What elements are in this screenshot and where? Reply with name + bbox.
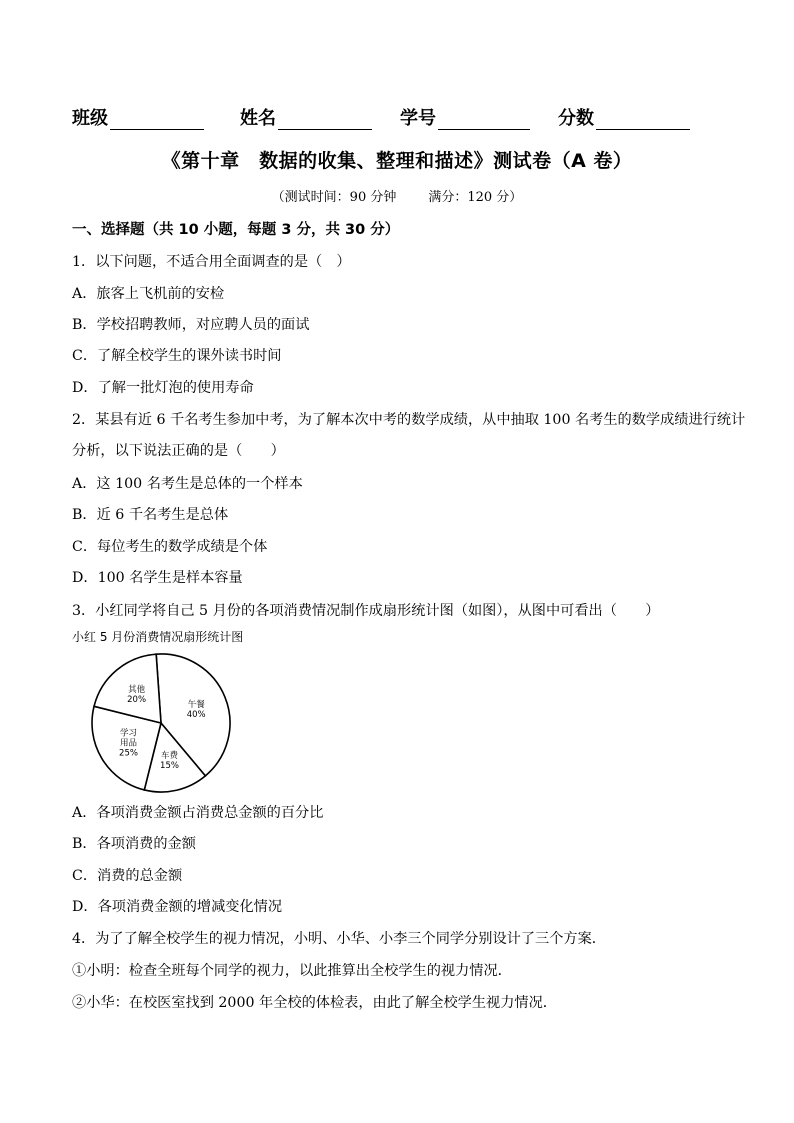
exam-time: （测试时间：90 分钟	[271, 190, 397, 205]
question-4-stem: 4．为了了解全校学生的视力情况，小明、小华、小李三个同学分别设计了三个方案．	[72, 931, 606, 947]
question-1-option-a: A．旅客上飞机前的安检	[72, 286, 225, 302]
pie-label-3-0: 其他	[128, 684, 146, 695]
pie-label-2-1: 用品	[119, 738, 138, 749]
question-2-option-b: B．近 6 千名考生是总体	[72, 507, 229, 523]
section-title: 一、选择题（共 10 小题，每题 3 分，共 30 分）	[72, 222, 400, 238]
exam-full-score: 满分：120 分）	[428, 190, 523, 205]
student-id-label: 学号	[400, 108, 436, 129]
question-3-option-c: C．消费的总金额	[72, 868, 183, 884]
question-3-option-b: B．各项消费的金额	[72, 836, 196, 852]
pie-chart-svg	[90, 652, 232, 794]
class-blank[interactable]	[110, 109, 204, 130]
question-4-plan-1: ①小明：检查全班每个同学的视力，以此推算出全校学生的视力情况．	[72, 963, 512, 979]
exam-subtitle	[0, 186, 794, 205]
student-id-field	[400, 104, 530, 130]
score-blank[interactable]	[596, 109, 690, 130]
question-2-option-a: A．这 100 名考生是总体的一个样本	[72, 476, 303, 492]
question-1-option-d: D．了解一批灯泡的使用寿命	[72, 380, 254, 396]
question-3-stem: 3．小红同学将自己 5 月份的各项消费情况制作成扇形统计图（如图），从图中可看出（ ）	[72, 603, 660, 619]
student-id-blank[interactable]	[438, 109, 530, 130]
name-field	[240, 104, 372, 130]
pie-chart	[90, 652, 232, 794]
question-1-option-b: B．学校招聘教师，对应聘人员的面试	[72, 317, 310, 333]
pie-label-0-1: 40%	[186, 709, 206, 720]
question-1-option-c: C．了解全校学生的课外读书时间	[72, 348, 282, 364]
pie-label-1-0: 车费	[160, 751, 179, 761]
score-field	[558, 104, 690, 130]
name-label: 姓名	[240, 108, 276, 129]
score-label: 分数	[558, 108, 594, 129]
question-2-stem: 2．某县有近 6 千名考生参加中考，为了解本次中考的数学成绩，从中抽取 100 名考生的数学成绩进行统计	[72, 412, 746, 428]
pie-label-3-1: 20%	[127, 694, 147, 705]
question-4-plan-2: ②小华：在校医室找到 2000 年全校的体检表，由此了解全校学生视力情况．	[72, 995, 557, 1011]
student-info-row	[72, 104, 722, 132]
pie-label-2-2: 25%	[119, 748, 138, 759]
pie-label-2-0: 学习	[119, 728, 138, 739]
question-2-option-d: D．100 名学生是样本容量	[72, 570, 243, 586]
question-3-option-a: A．各项消费金额占消费总金额的百分比	[72, 805, 324, 821]
chart-title: 小红 5 月份消费情况扇形统计图	[72, 630, 244, 644]
class-field	[72, 104, 204, 130]
question-3-option-d: D．各项消费金额的增减变化情况	[72, 899, 283, 915]
class-label: 班级	[72, 108, 108, 129]
question-1-stem: 1．以下问题，不适合用全面调查的是（ ）	[72, 254, 351, 270]
exam-title: 《第十章 数据的收集、整理和描述》测试卷（A 卷）	[161, 150, 633, 172]
name-blank[interactable]	[278, 109, 372, 130]
pie-label-0-0: 午餐	[187, 699, 205, 710]
question-2-option-c: C．每位考生的数学成绩是个体	[72, 539, 268, 555]
pie-label-1-1: 15%	[160, 761, 179, 771]
question-2-stem-cont: 分析，以下说法正确的是（ ）	[72, 443, 285, 459]
